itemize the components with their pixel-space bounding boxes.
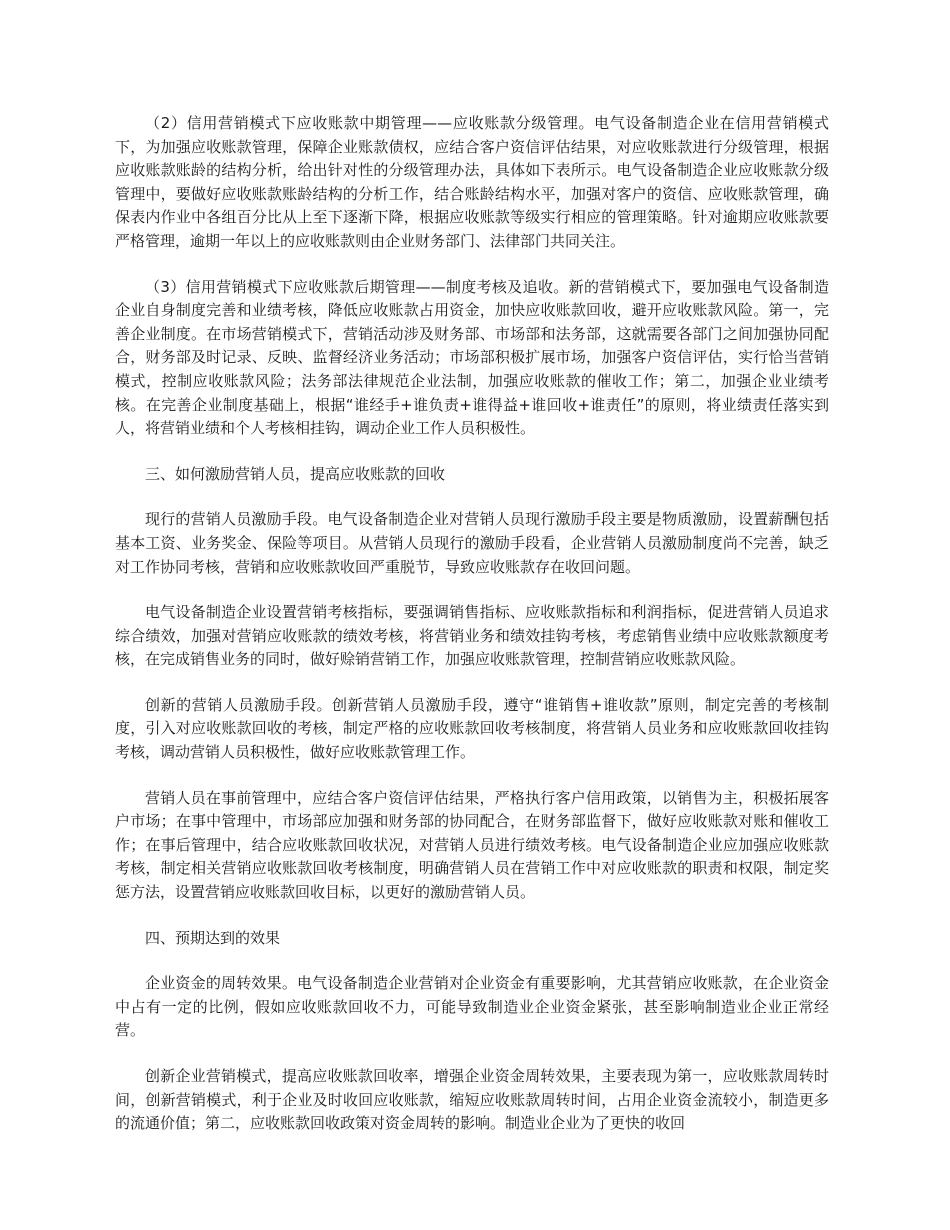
section-heading-4: 四、预期达到的效果: [145, 928, 281, 947]
paragraph-post-term-management: （3）信用营销模式下应收账款后期管理——制度考核及追收。新的营销模式下，要加强电气设备制造企业自身制度完善和业绩考核，降低应收账款占用资金，加快应收账款回收，避开应收账款风险。第一，完善企业制度。在市场营销模式下，营销活动涉及财务部、市场部和法务部，这就需要各部门之间加强协同配合，财务部及时记录、反映、监督经济业务活动；市场部积极扩展市场，加强客户资信评估，实行恰当营销模式，控制应收账款风险；法务部法律规范企业法制，加强应收账款的催收工作；第二，加强企业业绩考核。在完善企业制度基础上，根据“谁经手+谁负责+谁得益+谁回收+谁责任”的原则，将业绩责任落实到人，将营销业绩和个人考核相挂钩，调动企业工作人员积极性。: [115, 277, 829, 438]
paragraph-staff-management: 营销人员在事前管理中，应结合客户资信评估结果，严格执行客户信用政策，以销售为主，积极拓展客户市场；在事中管理中，市场部应加强和财务部的协同配合，在财务部监督下，做好应收账款对账和催收工作；在事后管理中，结合应收账款回收状况，对营销人员进行绩效考核。电气设备制造企业应加强应收账款考核，制定相关营销应收账款回收考核制度，明确营销人员在营销工作中对应收账款的职责和权限，制定奖惩方法，设置营销应收账款回收目标，以更好的激励营销人员。: [115, 788, 829, 902]
document-page: [115, 112, 829, 1158]
paragraph-mid-term-management: （2）信用营销模式下应收账款中期管理——应收账款分级管理。电气设备制造企业在信用营销模式下，为加强应收账款管理，保障企业账款债权，应结合客户资信评估结果，对应收账款进行分级管理，根据应收账款账龄的结构分析，给出针对性的分级管理办法，具体如下表所示。电气设备制造企业应收账款分级管理中，要做好应收账款账龄结构的分析工作，结合账龄结构水平，加强对客户的资信、应收账款管理，确保表内作业中各组百分比从上至下逐渐下降，根据应收账款等级实行相应的管理策略。针对逾期应收账款要严格管理，逾期一年以上的应收账款则由企业财务部门、法律部门共同关注。: [115, 114, 829, 250]
paragraph-assessment-indicators: 电气设备制造企业设置营销考核指标，要强调销售指标、应收账款指标和利润指标，促进营销人员追求综合绩效，加强对营销应收账款的绩效考核，将营销业务和绩效挂钩考核，考虑销售业绩中应收账款额度考核，在完成销售业务的同时，做好赊销营销工作，加强应收账款管理，控制营销应收账款风险。: [115, 603, 829, 669]
paragraph-innovate-model: 创新企业营销模式，提高应收账款回收率，增强企业资金周转效果，主要表现为第一，应收账款周转时间，创新营销模式，利于企业及时收回应收账款，缩短应收账款周转时间，占用企业资金流较小，制造更多的流通价值；第二，应收账款回收政策对资金周转的影响。制造业企业为了更快的收回: [115, 1067, 829, 1133]
section-heading-3: 三、如何激励营销人员，提高应收账款的回收: [145, 464, 446, 483]
paragraph-capital-turnover: 企业资金的周转效果。电气设备制造企业营销对企业资金有重要影响，尤其营销应收账款，在企业资金中占有一定的比例，假如应收账款回收不力，可能导致制造业企业资金紧张，甚至影响制造业企业正常经营。: [115, 974, 829, 1040]
paragraph-current-incentives: 现行的营销人员激励手段。电气设备制造企业对营销人员现行激励手段主要是物质激励，设置薪酬包括基本工资、业务奖金、保险等项目。从营销人员现行的激励手段看，企业营销人员激励制度尚不完善，缺乏对工作协同考核，营销和应收账款收回严重脱节，导致应收账款存在收回问题。: [115, 510, 829, 576]
paragraph-innovative-incentives: 创新的营销人员激励手段。创新营销人员激励手段，遵守“谁销售+谁收款”原则，制定完善的考核制度，引入对应收账款回收的考核，制定严格的应收账款回收考核制度，将营销人员业务和应收账款回收挂钩考核，调动营销人员积极性，做好应收账款管理工作。: [115, 695, 829, 762]
